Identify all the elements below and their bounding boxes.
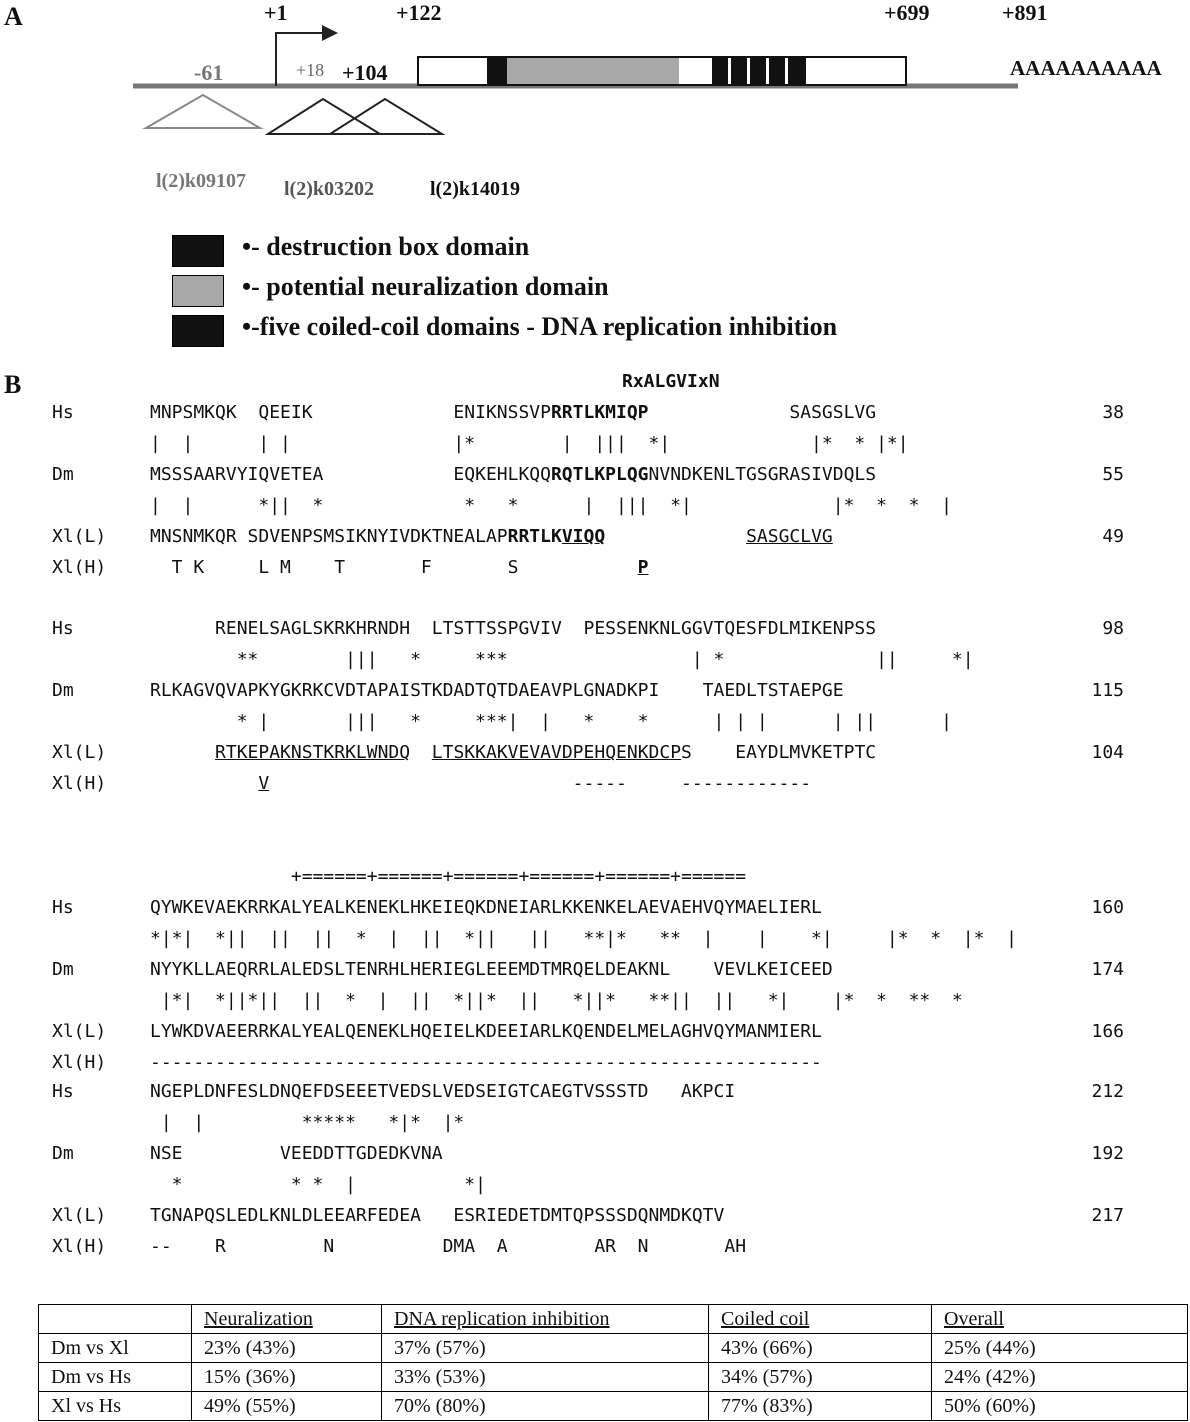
sequence-line xyxy=(150,1021,822,1042)
table-header-cell: Overall xyxy=(932,1305,1188,1334)
sequence-line xyxy=(150,526,833,547)
conservation-line xyxy=(150,928,1017,949)
legend-swatch-destruction-box xyxy=(172,235,224,267)
residue-number: 55 xyxy=(1102,464,1124,485)
table-cell: 24% (42%) xyxy=(932,1363,1188,1392)
sequence-line xyxy=(150,742,876,763)
coord-plus18: +18 xyxy=(296,60,325,80)
sequence-segment: S EAYDLMVKETPTC xyxy=(681,742,877,763)
species-label: Xl(H) xyxy=(52,1052,107,1073)
table-cell: 49% (55%) xyxy=(192,1392,382,1421)
table-cell: 43% (66%) xyxy=(709,1334,932,1363)
conservation-line xyxy=(150,495,952,516)
species-label: Dm xyxy=(52,680,74,701)
conservation-line xyxy=(150,1174,486,1195)
species-label: Hs xyxy=(52,897,74,918)
sequence-segment: *|*| *|| || || * | || *|| || **|* ** | | *| |* * |* | xyxy=(150,928,1017,949)
sequence-line xyxy=(150,1081,735,1102)
sequence-segment: V xyxy=(258,773,270,794)
residue-number: 49 xyxy=(1102,526,1124,547)
sequence-segment: | | ***** *|* |* xyxy=(150,1112,465,1133)
species-label: Dm xyxy=(52,1143,74,1164)
sequence-segment: LYWKDVAEERRKALYEALQENEKLHQEIELKDEEIARLKQENDELMELAGHVQYMANMIERL xyxy=(150,1021,822,1042)
sequence-line xyxy=(150,1143,443,1164)
sequence-segment: SASGSLVG xyxy=(648,402,877,423)
panel-b-label: B xyxy=(4,370,22,399)
poly-a-tail: AAAAAAAAAA xyxy=(1010,56,1162,80)
coord-plus104: +104 xyxy=(342,60,388,85)
residue-number: 212 xyxy=(1091,1081,1124,1102)
sequence-segment: MNPSMKQK QEEIK ENIKNSSVP xyxy=(150,402,551,423)
sequence-segment: TGNAPQSLEDLKNLDLEEARFEDEA ESRIEDETDMTQPSSSDQNMDKQTV xyxy=(150,1205,725,1226)
conservation-line xyxy=(150,711,952,732)
sequence-segment: RRTLK xyxy=(507,526,562,547)
legend-destruction-box: •- destruction box domain xyxy=(242,232,530,261)
sequence-segment: T K L M T F S xyxy=(150,557,638,578)
coiled-coil-domain-5 xyxy=(788,58,806,84)
sequence-segment: * | ||| * ***| | * * | | | | || | xyxy=(150,711,952,732)
sequence-segment: MSSSAARVYIQVETEA EQKEHLKQQ xyxy=(150,464,551,485)
legend-coiled-coil: •-five coiled-coil domains - DNA replication inhibition xyxy=(242,312,838,341)
sequence-line xyxy=(150,959,833,980)
table-cell: 34% (57%) xyxy=(709,1363,932,1392)
sequence-segment: RLKAGVQVAPKYGKRKCVDTAPAISTKDADTQTDAEAVPLGNADKPI TAEDLTSTAEPGE xyxy=(150,680,844,701)
species-label: Xl(H) xyxy=(52,557,107,578)
coiled-coil-domain-1 xyxy=(712,58,728,84)
insertion-triangle-k09107 xyxy=(146,95,260,128)
sequence-segment: MNSNMKQR SDVENPSMSIKNYIVDKTNEALAP xyxy=(150,526,508,547)
table-row xyxy=(39,1334,1188,1363)
sequence-line xyxy=(150,897,822,918)
table-header-cell: DNA replication inhibition xyxy=(382,1305,709,1334)
sequence-segment: QYWKEVAEKRRKALYEALKENEKLHKEIEQKDNEIARLKKENKELAEVAEHVQYMAELIERL xyxy=(150,897,822,918)
residue-number: 174 xyxy=(1091,959,1124,980)
sequence-line xyxy=(150,773,811,794)
legend-neuralization: •- potential neuralization domain xyxy=(242,272,609,301)
table-header-cell xyxy=(39,1305,192,1334)
sequence-segment: P xyxy=(637,557,649,578)
table-row xyxy=(39,1363,1188,1392)
sequence-segment: +======+======+======+======+======+====== xyxy=(150,866,747,887)
sequence-segment: NGEPLDNFESLDNQEFDSEEETVEDSLVEDSEIGTCAEGTVSSSTD AKPCI xyxy=(150,1081,736,1102)
table-cell: 23% (43%) xyxy=(192,1334,382,1363)
sequence-segment xyxy=(150,742,215,763)
conservation-line xyxy=(150,649,974,670)
sequence-segment: | | *|| * * * | ||| *| |* * * | xyxy=(150,495,952,516)
species-label: Hs xyxy=(52,1081,74,1102)
transcription-arrowhead xyxy=(322,25,338,41)
species-label: Dm xyxy=(52,464,74,485)
allele-k14019: l(2)k14019 xyxy=(430,178,520,200)
sequence-line xyxy=(150,680,844,701)
legend-swatch-coiled-coil xyxy=(172,315,224,347)
sequence-line xyxy=(150,1052,822,1073)
table-cell: 50% (60%) xyxy=(932,1392,1188,1421)
residue-number: 38 xyxy=(1102,402,1124,423)
sequence-segment: ----- ------------ xyxy=(269,773,812,794)
neuralization-domain xyxy=(507,58,679,84)
panel-a-label: A xyxy=(4,2,23,31)
sequence-segment xyxy=(410,742,432,763)
coord-plus891: +891 xyxy=(1002,0,1048,25)
sequence-segment: LTSKKAKVEVAVDPEHQENKDCP xyxy=(431,742,682,763)
sequence-segment: NYYKLLAEQRRLALEDSLTENRHLHERIEGLEEEMDTMRQELDEAKNL VEVLKEICEED xyxy=(150,959,833,980)
sequence-segment: RENELSAGLSKRKHRNDH LTSTTSSPGVIV PESSENKNLGGVTQESFDLMIKENPSS xyxy=(150,618,877,639)
coiled-coil-domain-3 xyxy=(750,58,766,84)
allele-k09107: l(2)k09107 xyxy=(156,170,246,192)
table-header-row xyxy=(39,1305,1188,1334)
sequence-segment: RRTLKMIQP xyxy=(550,402,649,423)
residue-number: 104 xyxy=(1091,742,1124,763)
sequence-segment: NVNDKENLTGSGRASIVDQLS xyxy=(648,464,877,485)
table-cell: 25% (44%) xyxy=(932,1334,1188,1363)
coord-plus122: +122 xyxy=(396,0,442,25)
conservation-line xyxy=(150,866,746,887)
conservation-line xyxy=(150,990,963,1011)
table-cell: Dm vs Xl xyxy=(39,1334,192,1363)
table-cell: 15% (36%) xyxy=(192,1363,382,1392)
table-header-cell: Coiled coil xyxy=(709,1305,932,1334)
coord-plus699: +699 xyxy=(884,0,930,25)
sequence-segment: -- R N DMA A AR N AH xyxy=(150,1236,747,1257)
sequence-segment: |*| *||*|| || * | || *||* || *||* **|| || *| |* * ** * xyxy=(150,990,963,1011)
table-cell: 70% (80%) xyxy=(382,1392,709,1421)
table-row xyxy=(39,1392,1188,1421)
conservation-line xyxy=(150,433,909,454)
sequence-segment: RQTLKPLQG xyxy=(550,464,649,485)
legend-swatch-neuralization xyxy=(172,275,224,307)
table-cell: 37% (57%) xyxy=(382,1334,709,1363)
sequence-segment xyxy=(605,526,746,547)
table-cell: Dm vs Hs xyxy=(39,1363,192,1392)
species-label: Xl(L) xyxy=(52,1021,107,1042)
residue-number: 192 xyxy=(1091,1143,1124,1164)
sequence-line xyxy=(150,402,876,423)
sequence-segment: SASGCLVG xyxy=(746,526,833,547)
table-cell: 77% (83%) xyxy=(709,1392,932,1421)
species-label: Hs xyxy=(52,402,74,423)
species-label: Dm xyxy=(52,959,74,980)
sequence-segment: | | | | |* | ||| *| |* * |*| xyxy=(150,433,909,454)
sequence-line xyxy=(150,1236,746,1257)
residue-number: 166 xyxy=(1091,1021,1124,1042)
table-cell: 33% (53%) xyxy=(382,1363,709,1392)
sequence-segment: -------------------------------------------------------------- xyxy=(150,1052,822,1073)
destruction-box-domain xyxy=(487,58,507,84)
sequence-segment: ** ||| * *** | * || *| xyxy=(150,649,974,670)
residue-number: 115 xyxy=(1091,680,1124,701)
sequence-segment: * * * | *| xyxy=(150,1174,486,1195)
sequence-line xyxy=(150,557,649,578)
sequence-line xyxy=(150,618,876,639)
sequence-segment: RTKEPAKNSTKRKLWNDQ xyxy=(215,742,411,763)
insertion-triangle-k03202 xyxy=(268,99,380,134)
residue-number: 160 xyxy=(1091,897,1124,918)
coiled-coil-domain-2 xyxy=(731,58,747,84)
sequence-segment: NSE VEEDDTTGDEDKVNA xyxy=(150,1143,443,1164)
residue-number: 98 xyxy=(1102,618,1124,639)
coiled-coil-domain-4 xyxy=(769,58,785,84)
insertion-triangle-k14019 xyxy=(330,99,442,134)
species-label: Xl(H) xyxy=(52,1236,107,1257)
conservation-line xyxy=(150,1112,464,1133)
coord-plus1: +1 xyxy=(264,0,288,25)
residue-number: 217 xyxy=(1091,1205,1124,1226)
consensus-motif: RxALGVIxN xyxy=(622,371,720,392)
species-label: Xl(L) xyxy=(52,526,107,547)
coord-minus61: -61 xyxy=(194,60,224,85)
species-label: Xl(L) xyxy=(52,742,107,763)
sequence-line xyxy=(150,464,876,485)
species-label: Xl(H) xyxy=(52,773,107,794)
sequence-line xyxy=(150,1205,724,1226)
species-label: Hs xyxy=(52,618,74,639)
table-cell: Xl vs Hs xyxy=(39,1392,192,1421)
sequence-segment: VIQQ xyxy=(561,526,606,547)
species-label: Xl(L) xyxy=(52,1205,107,1226)
table-header-cell: Neuralization xyxy=(192,1305,382,1334)
allele-k03202: l(2)k03202 xyxy=(284,178,374,200)
sequence-segment xyxy=(150,773,258,794)
identity-comparison-table xyxy=(38,1304,1188,1421)
